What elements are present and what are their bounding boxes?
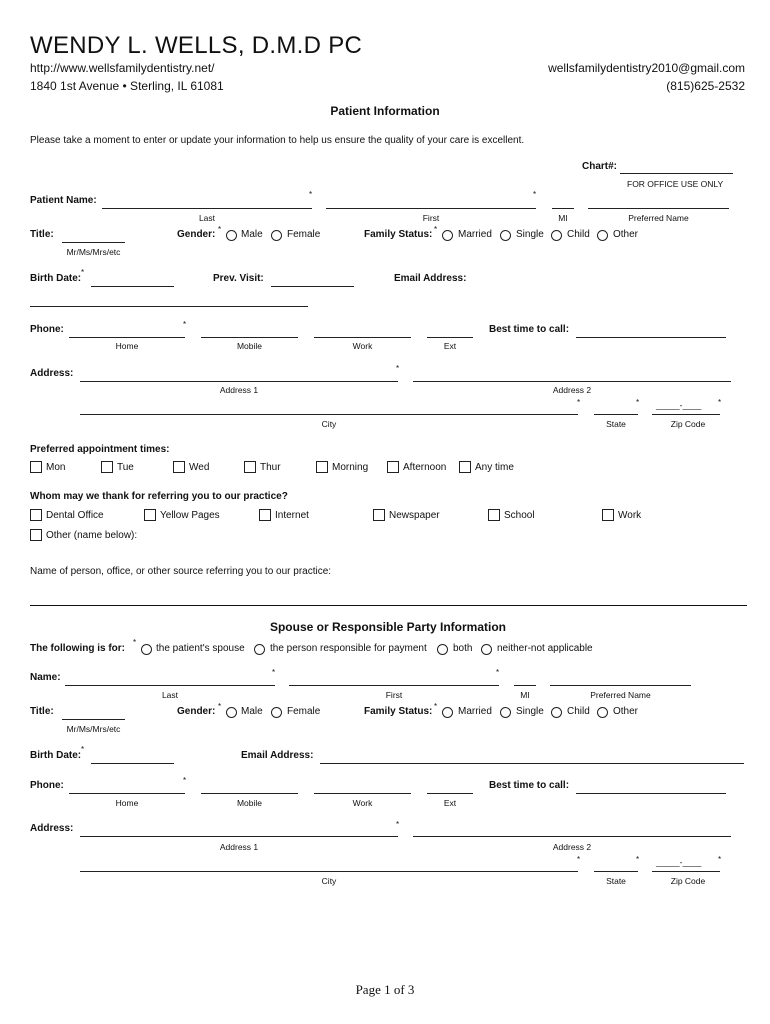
spouse-family-child-label: Child <box>567 706 590 717</box>
patient-section-title: Patient Information <box>330 104 440 118</box>
spouse-first-name-field[interactable] <box>289 685 499 686</box>
practice-address: 1840 1st Avenue • Sterling, IL 61081 <box>30 79 224 93</box>
spouse-title-field[interactable] <box>62 719 125 720</box>
referral-yellow-pages-checkbox[interactable] <box>144 509 156 521</box>
appt-tue-checkbox[interactable] <box>101 461 113 473</box>
email-field[interactable] <box>30 306 308 307</box>
family-child-radio[interactable] <box>551 230 562 241</box>
patient-name-label: Patient Name: <box>30 195 97 206</box>
state-field[interactable] <box>594 414 638 415</box>
spouse-family-child-radio[interactable] <box>551 707 562 718</box>
gender-male-label: Male <box>241 229 263 240</box>
zip-mask: _____-____ <box>656 400 702 410</box>
referral-newspaper-checkbox[interactable] <box>373 509 385 521</box>
spouse-zip-mask: _____-____ <box>656 857 702 867</box>
spouse-last-name-field[interactable] <box>65 685 275 686</box>
appt-morning-label: Morning <box>332 462 369 473</box>
spouse-email-label: Email Address: <box>241 750 314 761</box>
spouse-title-hint: Mr/Ms/Mrs/etc <box>66 724 121 734</box>
caption-city: City <box>321 419 337 429</box>
mi-field[interactable] <box>552 208 574 209</box>
spouse-family-single-label: Single <box>516 706 544 717</box>
appt-tue-label: Tue <box>117 462 134 473</box>
spouse-gender-male-radio[interactable] <box>226 707 237 718</box>
referral-school-checkbox[interactable] <box>488 509 500 521</box>
spouse-caption-ext: Ext <box>443 798 457 808</box>
family-married-radio[interactable] <box>442 230 453 241</box>
appt-thur-label: Thur <box>260 462 281 473</box>
for-both-radio[interactable] <box>437 644 448 655</box>
referral-label: Whom may we thank for referring you to our practice? <box>30 491 288 502</box>
referral-school-label: School <box>504 510 535 521</box>
chart-label: Chart#: <box>582 161 618 172</box>
birth-date-field[interactable] <box>91 286 174 287</box>
spouse-phone-label: Phone: <box>30 780 64 791</box>
spouse-family-married-radio[interactable] <box>442 707 453 718</box>
family-other-radio[interactable] <box>597 230 608 241</box>
chart-field[interactable] <box>620 173 733 174</box>
spouse-birth-date-field[interactable] <box>91 763 174 764</box>
spouse-family-other-label: Other <box>613 706 639 717</box>
address2-field[interactable] <box>413 381 731 382</box>
caption-address1: Address 1 <box>219 385 259 395</box>
title-label: Title: <box>30 229 54 240</box>
spouse-caption-last: Last <box>161 690 179 700</box>
office-use-note: FOR OFFICE USE ONLY <box>627 179 724 189</box>
caption-state: State <box>606 419 626 429</box>
last-name-field[interactable] <box>102 208 312 209</box>
preferred-name-field[interactable] <box>588 208 729 209</box>
birth-date-label: Birth Date: <box>30 273 82 284</box>
spouse-best-time-label: Best time to call: <box>489 780 570 791</box>
prev-visit-field[interactable] <box>271 286 354 287</box>
website-link[interactable]: http://www.wellsfamilydentistry.net/ <box>30 61 215 75</box>
spouse-caption-zip: Zip Code <box>670 876 706 886</box>
appt-mon-checkbox[interactable] <box>30 461 42 473</box>
intro-text: Please take a moment to enter or update your information to help us ensure the quality of your care is excellent. <box>30 135 525 146</box>
spouse-address2-field[interactable] <box>413 836 731 837</box>
email-label: Email Address: <box>394 273 467 284</box>
spouse-family-status-label: Family Status: <box>364 706 433 717</box>
spouse-caption-address1: Address 1 <box>219 842 259 852</box>
ext-field[interactable] <box>427 337 473 338</box>
family-married-label: Married <box>458 229 492 240</box>
appt-afternoon-checkbox[interactable] <box>387 461 399 473</box>
spouse-caption-home: Home <box>115 798 139 808</box>
for-spouse-label: the patient's spouse <box>156 643 245 654</box>
spouse-caption-city: City <box>321 876 337 886</box>
spouse-family-married-label: Married <box>458 706 492 717</box>
appt-anytime-checkbox[interactable] <box>459 461 471 473</box>
spouse-caption-work: Work <box>352 798 373 808</box>
referral-other-label: Other (name below): <box>46 530 138 541</box>
caption-work: Work <box>352 341 373 351</box>
referral-dental-office-checkbox[interactable] <box>30 509 42 521</box>
for-responsible-label: the person responsible for payment <box>270 643 427 654</box>
home-phone-field[interactable] <box>69 337 185 338</box>
family-status-label: Family Status: <box>364 229 433 240</box>
spouse-home-phone-field[interactable] <box>69 793 185 794</box>
spouse-city-field[interactable] <box>80 871 578 872</box>
spouse-gender-female-label: Female <box>287 706 321 717</box>
referral-name-field[interactable] <box>30 605 747 606</box>
spouse-section-title: Spouse or Responsible Party Information <box>269 620 507 634</box>
title-field[interactable] <box>62 242 125 243</box>
appt-morning-checkbox[interactable] <box>316 461 328 473</box>
spouse-birth-date-label: Birth Date: <box>30 750 82 761</box>
appt-wed-label: Wed <box>189 462 210 473</box>
spouse-gender-label: Gender: <box>177 706 216 717</box>
spouse-ext-field[interactable] <box>427 793 473 794</box>
phone-label: Phone: <box>30 324 64 335</box>
city-field[interactable] <box>80 414 578 415</box>
spouse-caption-preferred-name: Preferred Name <box>590 690 651 700</box>
family-other-label: Other <box>613 229 639 240</box>
caption-first: First <box>422 213 440 223</box>
best-time-label: Best time to call: <box>489 324 570 335</box>
spouse-state-field[interactable] <box>594 871 638 872</box>
caption-home: Home <box>115 341 139 351</box>
prev-visit-label: Prev. Visit: <box>213 273 264 284</box>
family-child-label: Child <box>567 229 590 240</box>
referral-newspaper-label: Newspaper <box>389 510 440 521</box>
spouse-gender-male-label: Male <box>241 706 263 717</box>
family-single-label: Single <box>516 229 544 240</box>
work-phone-field[interactable] <box>314 337 411 338</box>
gender-male-radio[interactable] <box>226 230 237 241</box>
gender-label: Gender: <box>177 229 216 240</box>
address1-field[interactable] <box>80 381 398 382</box>
appt-anytime-label: Any time <box>475 462 514 473</box>
best-time-field[interactable] <box>576 337 726 338</box>
referral-yellow-pages-label: Yellow Pages <box>160 510 220 521</box>
referral-work-label: Work <box>618 510 642 521</box>
spouse-zip-field[interactable] <box>652 871 720 872</box>
caption-ext: Ext <box>443 341 457 351</box>
zip-field[interactable] <box>652 414 720 415</box>
appt-wed-checkbox[interactable] <box>173 461 185 473</box>
for-neither-radio[interactable] <box>481 644 492 655</box>
spouse-family-single-radio[interactable] <box>500 707 511 718</box>
practice-phone: (815)625-2532 <box>666 79 745 93</box>
spouse-caption-mobile: Mobile <box>236 798 263 808</box>
gender-female-label: Female <box>287 229 321 240</box>
referral-internet-checkbox[interactable] <box>259 509 271 521</box>
referral-dental-office-label: Dental Office <box>46 510 104 521</box>
for-responsible-radio[interactable] <box>254 644 265 655</box>
for-spouse-radio[interactable] <box>141 644 152 655</box>
spouse-best-time-field[interactable] <box>576 793 726 794</box>
spouse-address-label: Address: <box>30 823 74 834</box>
mobile-phone-field[interactable] <box>201 337 298 338</box>
spouse-caption-address2: Address 2 <box>552 842 592 852</box>
family-single-radio[interactable] <box>500 230 511 241</box>
caption-preferred-name: Preferred Name <box>628 213 689 223</box>
caption-mobile: Mobile <box>236 341 263 351</box>
appt-mon-label: Mon <box>46 462 66 473</box>
referral-work-checkbox[interactable] <box>602 509 614 521</box>
spouse-mobile-phone-field[interactable] <box>201 793 298 794</box>
spouse-mi-field[interactable] <box>514 685 536 686</box>
appt-times-label: Preferred appointment times: <box>30 444 170 455</box>
appt-afternoon-label: Afternoon <box>403 462 447 473</box>
spouse-address1-field[interactable] <box>80 836 398 837</box>
spouse-gender-female-radio[interactable] <box>271 707 282 718</box>
practice-email[interactable]: wellsfamilydentistry2010@gmail.com <box>548 61 745 75</box>
appt-thur-checkbox[interactable] <box>244 461 256 473</box>
referral-name-label: Name of person, office, or other source referring you to our practice: <box>30 566 332 577</box>
gender-female-radio[interactable] <box>271 230 282 241</box>
referral-internet-label: Internet <box>275 510 309 521</box>
for-neither-label: neither-not applicable <box>497 643 593 654</box>
caption-mi: MI <box>558 213 568 223</box>
practice-name: WENDY L. WELLS, D.M.D PC <box>30 32 363 59</box>
page-number: Page 1 of 3 <box>355 982 415 997</box>
title-hint: Mr/Ms/Mrs/etc <box>66 247 121 257</box>
referral-other-checkbox[interactable] <box>30 529 42 541</box>
caption-address2: Address 2 <box>552 385 592 395</box>
spouse-email-field[interactable] <box>320 763 744 764</box>
for-both-label: both <box>453 643 473 654</box>
caption-zip: Zip Code <box>670 419 706 429</box>
spouse-caption-first: First <box>385 690 403 700</box>
spouse-caption-state: State <box>606 876 626 886</box>
spouse-work-phone-field[interactable] <box>314 793 411 794</box>
spouse-family-other-radio[interactable] <box>597 707 608 718</box>
first-name-field[interactable] <box>326 208 536 209</box>
spouse-title-label: Title: <box>30 706 54 717</box>
spouse-name-label: Name: <box>30 672 61 683</box>
spouse-preferred-name-field[interactable] <box>550 685 691 686</box>
following-for-label: The following is for: <box>30 643 125 654</box>
caption-last: Last <box>198 213 216 223</box>
address-label: Address: <box>30 368 74 379</box>
spouse-caption-mi: MI <box>520 690 530 700</box>
